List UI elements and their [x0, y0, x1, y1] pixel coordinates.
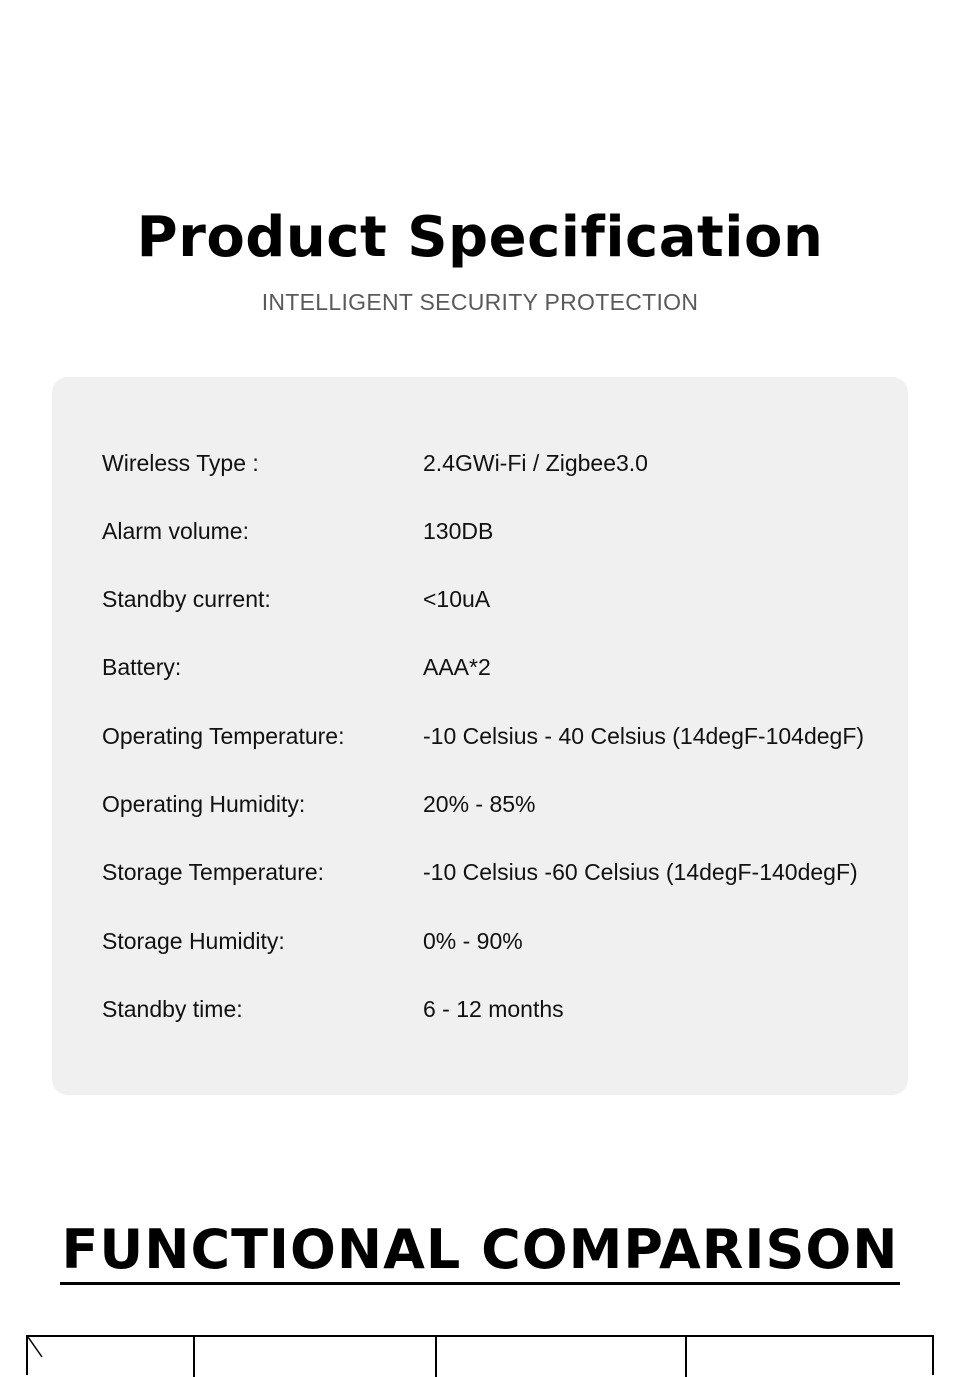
spec-value: 2.4GWi-Fi / Zigbee3.0 — [423, 450, 648, 476]
spec-value: 0% - 90% — [423, 928, 523, 954]
comparison-heading-text: FUNCTIONAL COMPARISON — [60, 1218, 901, 1285]
spec-row-standby-time — [102, 993, 902, 1025]
spec-value: AAA*2 — [423, 654, 491, 680]
spec-label: Standby time: — [102, 996, 243, 1022]
spec-row-battery — [102, 651, 902, 683]
spec-label: Operating Temperature: — [102, 723, 345, 749]
spec-label: Wireless Type : — [102, 450, 259, 476]
spec-label: Standby current: — [102, 586, 271, 612]
spec-row-storage-humidity — [102, 925, 902, 957]
spec-row-storage-temperature — [102, 856, 902, 888]
spec-value: <10uA — [423, 586, 491, 612]
spec-value: -10 Celsius - 40 Celsius (14degF-104degF) — [423, 723, 865, 749]
spec-card — [52, 377, 908, 1095]
spec-row-operating-temperature — [102, 720, 902, 752]
comparison-table — [26, 1335, 934, 1375]
spec-label: Alarm volume: — [102, 518, 249, 544]
comparison-header-cell — [195, 1337, 437, 1377]
spec-value: 6 - 12 months — [423, 996, 564, 1022]
comparison-header-cell — [28, 1337, 195, 1377]
spec-row-alarm-volume — [102, 515, 902, 547]
spec-row-standby-current — [102, 583, 902, 615]
page-subtitle: INTELLIGENT SECURITY PROTECTION — [261, 289, 699, 315]
comparison-heading — [0, 1218, 960, 1285]
comparison-header-cell — [437, 1337, 687, 1377]
spec-row-wireless-type — [102, 447, 902, 479]
spec-value: 130DB — [423, 518, 494, 544]
spec-label: Storage Temperature: — [102, 859, 325, 885]
spec-label: Battery: — [102, 654, 182, 680]
spec-value: 20% - 85% — [423, 791, 536, 817]
spec-label: Storage Humidity: — [102, 928, 285, 954]
spec-label: Operating Humidity: — [102, 791, 306, 817]
page-title: Product Specification — [136, 205, 824, 270]
spec-value: -10 Celsius -60 Celsius (14degF-140degF) — [423, 859, 858, 885]
spec-row-operating-humidity — [102, 788, 902, 820]
